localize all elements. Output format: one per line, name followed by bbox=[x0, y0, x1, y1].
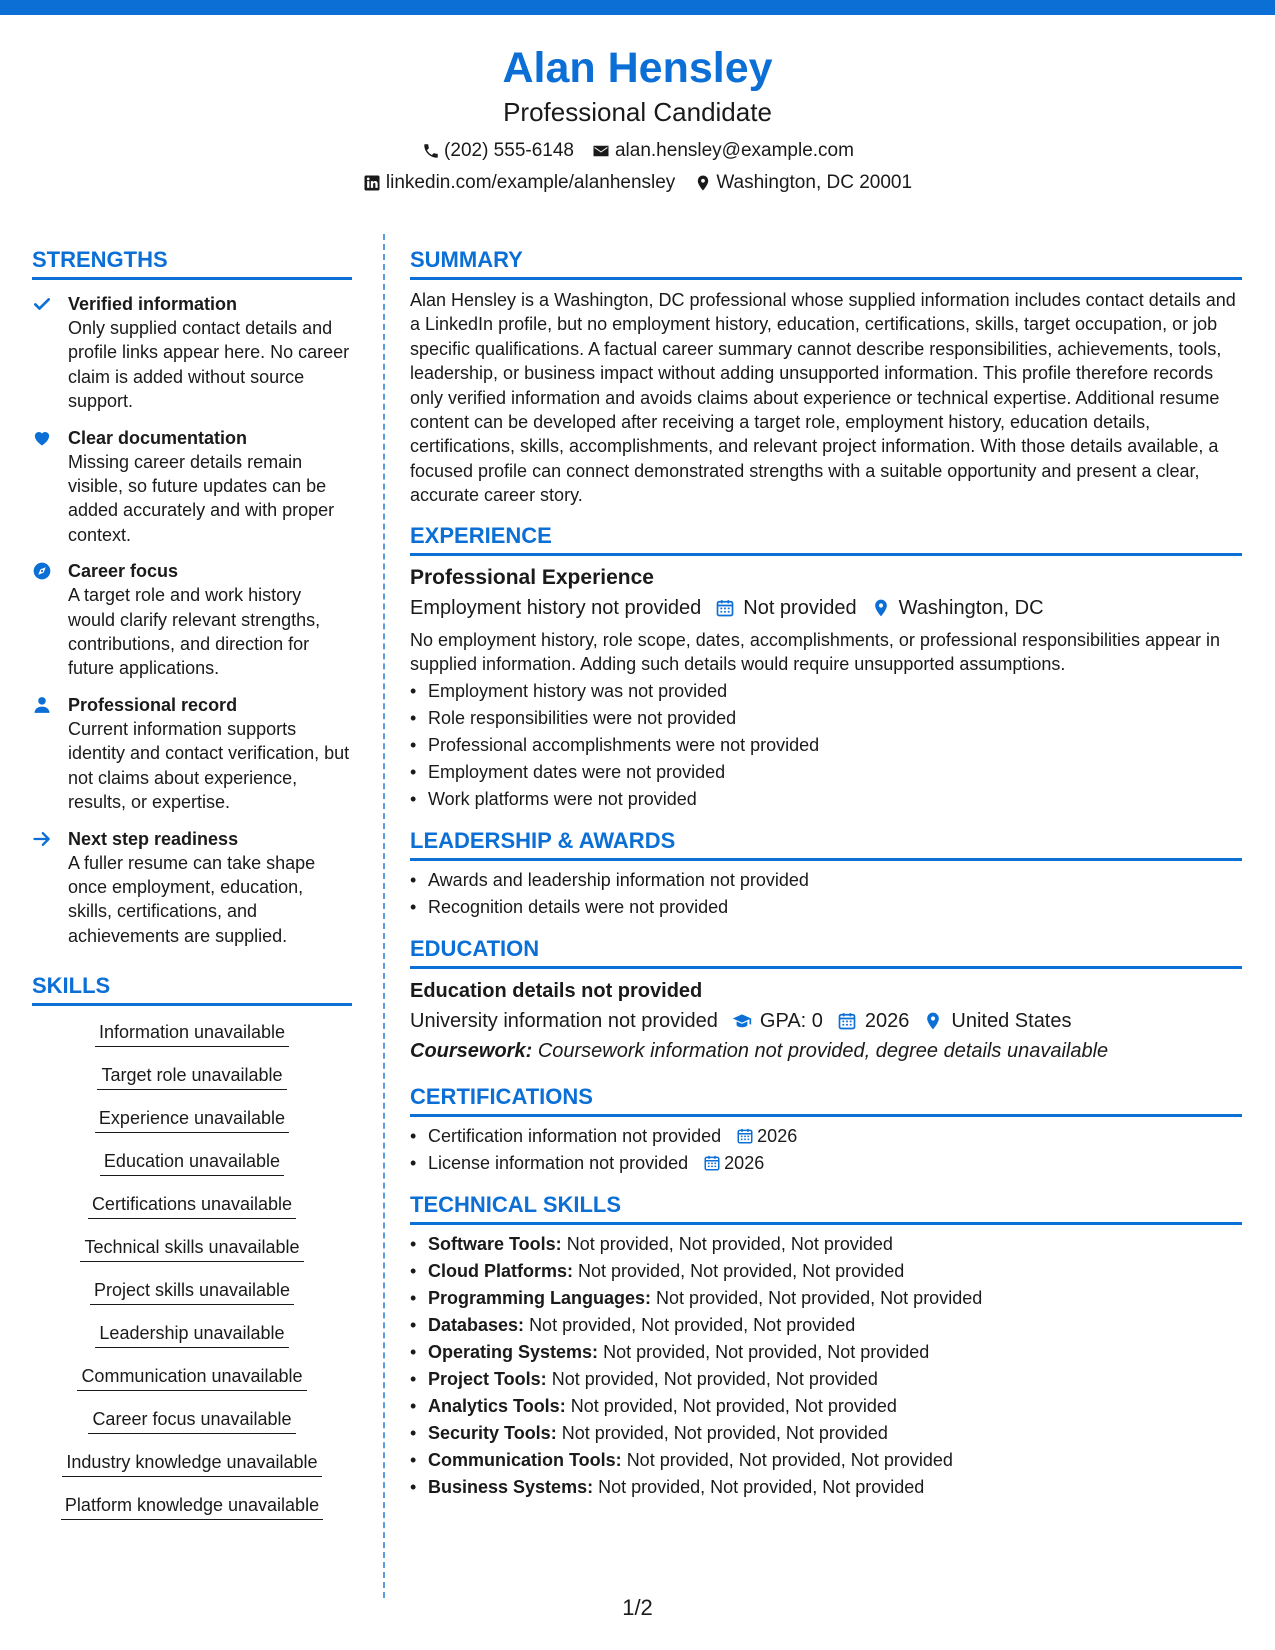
compass-icon bbox=[32, 559, 68, 681]
location-text: Washington, DC 20001 bbox=[716, 172, 913, 193]
linkedin-text: linkedin.com/example/alanhensley bbox=[385, 172, 676, 193]
email-text: alan.hensley@example.com bbox=[614, 140, 854, 161]
school-text: University information not provided bbox=[410, 1010, 718, 1033]
strength-title: Career focus bbox=[68, 561, 179, 582]
coursework-line bbox=[410, 1037, 1242, 1065]
left-column bbox=[32, 246, 352, 1536]
education-section bbox=[410, 935, 1242, 1065]
experience-bullets bbox=[410, 678, 1242, 813]
strength-desc: Only supplied contact details and profile links appear here. No career claim is added without source support. bbox=[68, 318, 350, 412]
skill-item: Communication unavailable bbox=[32, 1364, 352, 1391]
list-item: • Work platforms were not provided bbox=[410, 786, 1242, 813]
job-meta bbox=[410, 594, 1242, 622]
strength-title: Next step readiness bbox=[68, 828, 239, 849]
education-meta bbox=[410, 1007, 1242, 1035]
right-column bbox=[410, 246, 1242, 1501]
degree-title: Education details not provided bbox=[410, 980, 703, 1003]
check-icon bbox=[32, 292, 68, 414]
email-contact[interactable] bbox=[592, 138, 854, 164]
certifications-heading: CERTIFICATIONS bbox=[410, 1083, 1242, 1117]
education-heading: EDUCATION bbox=[410, 935, 1242, 969]
summary-text: Alan Hensley is a Washington, DC professional whose supplied information includes contact details and a LinkedIn profile, but no employment history, education, certifications, skills, target occupation, or job specific qualifications. A factual career summary cannot describe responsibilities, achievements, tools, leadership, or business impact without adding unsupported information. This profile therefore records only verified information and avoids claims about experience or technical expertise. Additional resume content can be developed after receiving a target role, employment history, education details, certifications, skills, accomplishments, and relevant project information. With those details available, a focused profile can connect demonstrated strengths with a suitable opportunity and present a clear, accurate career story. bbox=[410, 290, 1236, 506]
skill-item: Industry knowledge unavailable bbox=[32, 1450, 352, 1477]
heart-icon bbox=[32, 426, 68, 548]
leadership-section bbox=[410, 827, 1242, 921]
phone-text: (202) 555-6148 bbox=[444, 140, 574, 161]
candidate-title: Professional Candidate bbox=[503, 97, 772, 127]
list-item: • Software Tools: Not provided, Not provided, Not provided bbox=[410, 1231, 1242, 1258]
strength-desc: Missing career details remain visible, so future updates can be added accurately and with proper context. bbox=[68, 451, 335, 545]
skill-item: Target role unavailable bbox=[32, 1063, 352, 1090]
gpa-text: GPA: 0 bbox=[759, 1010, 823, 1033]
skill-item: Leadership unavailable bbox=[32, 1321, 352, 1348]
top-accent-bar bbox=[0, 0, 1275, 15]
list-item: • Project Tools: Not provided, Not provided, Not provided bbox=[410, 1366, 1242, 1393]
strength-item bbox=[32, 426, 352, 548]
job-location: Washington, DC bbox=[898, 596, 1044, 619]
list-item: • Security Tools: Not provided, Not provided, Not provided bbox=[410, 1420, 1242, 1447]
strength-desc: A target role and work history would clarify relevant strengths, contributions, and direction for future applications. bbox=[68, 585, 321, 679]
list-item: • Employment dates were not provided bbox=[410, 759, 1242, 786]
list-item: • Communication Tools: Not provided, Not provided, Not provided bbox=[410, 1447, 1242, 1474]
skill-item: Certifications unavailable bbox=[32, 1192, 352, 1219]
strength-desc: A fuller resume can take shape once employment, education, skills, certifications, and achievements are supplied. bbox=[68, 852, 316, 946]
list-item: • Business Systems: Not provided, Not provided, Not provided bbox=[410, 1474, 1242, 1501]
map-pin-icon bbox=[923, 1011, 943, 1031]
strength-title: Verified information bbox=[68, 294, 238, 314]
strength-item bbox=[32, 827, 352, 949]
list-item bbox=[410, 1123, 1242, 1150]
technical-skills-heading: TECHNICAL SKILLS bbox=[410, 1191, 1242, 1225]
education-location: United States bbox=[951, 1010, 1072, 1033]
calendar-icon bbox=[837, 1011, 857, 1031]
experience-section bbox=[410, 522, 1242, 814]
list-item: • Employment history was not provided bbox=[410, 678, 1242, 705]
skill-item: Career focus unavailable bbox=[32, 1407, 352, 1434]
list-item: • Cloud Platforms: Not provided, Not provided, Not provided bbox=[410, 1258, 1242, 1285]
calendar-icon bbox=[703, 1154, 721, 1172]
linkedin-icon bbox=[363, 174, 382, 193]
graduation-cap-icon bbox=[732, 1011, 752, 1031]
certification-year: 2026 bbox=[757, 1126, 798, 1147]
experience-heading: EXPERIENCE bbox=[410, 522, 1242, 556]
skill-list bbox=[32, 1020, 352, 1520]
phone-icon bbox=[421, 142, 440, 161]
certification-name: License information not provided bbox=[428, 1153, 689, 1174]
strength-title: Professional record bbox=[68, 694, 238, 715]
phone-contact[interactable] bbox=[421, 138, 574, 164]
envelope-icon bbox=[592, 142, 611, 161]
skill-item: Technical skills unavailable bbox=[32, 1235, 352, 1262]
strength-item bbox=[32, 693, 352, 815]
column-divider bbox=[383, 234, 385, 1598]
job-description: No employment history, role scope, dates, accomplishments, or professional responsibilities appear in supplied information. Adding such details would require unsupported assumptions. bbox=[410, 629, 1221, 675]
coursework-text: Coursework information not provided, degree details unavailable bbox=[537, 1040, 1109, 1063]
list-item: • Recognition details were not provided bbox=[410, 894, 1242, 921]
technical-skills-list bbox=[410, 1231, 1242, 1501]
strength-desc: Current information supports identity and contact verification, but not claims about experience, results, or expertise. bbox=[68, 718, 350, 813]
arrow-right-icon bbox=[32, 827, 68, 949]
certification-list bbox=[410, 1123, 1242, 1177]
user-icon bbox=[32, 693, 68, 815]
list-item: • Professional accomplishments were not provided bbox=[410, 732, 1242, 759]
strength-item bbox=[32, 559, 352, 681]
page-number: 1/2 bbox=[622, 1595, 653, 1620]
leadership-heading: LEADERSHIP & AWARDS bbox=[410, 827, 1242, 861]
graduation-year: 2026 bbox=[864, 1010, 910, 1033]
job-dates: Not provided bbox=[743, 596, 857, 619]
location-contact bbox=[693, 170, 912, 196]
resume-header bbox=[0, 42, 1275, 196]
coursework-label: Coursework: bbox=[410, 1040, 533, 1063]
map-pin-icon bbox=[871, 598, 891, 618]
list-item: • Operating Systems: Not provided, Not provided, Not provided bbox=[410, 1339, 1242, 1366]
calendar-icon bbox=[715, 598, 735, 618]
candidate-name: Alan Hensley bbox=[502, 44, 773, 92]
employer-text: Employment history not provided bbox=[410, 596, 702, 619]
list-item: • Programming Languages: Not provided, Not provided, Not provided bbox=[410, 1285, 1242, 1312]
summary-heading: SUMMARY bbox=[410, 246, 1242, 280]
skill-item: Education unavailable bbox=[32, 1149, 352, 1176]
list-item: • Role responsibilities were not provided bbox=[410, 705, 1242, 732]
certifications-section bbox=[410, 1083, 1242, 1177]
contact-row-primary bbox=[0, 138, 1275, 164]
certification-year: 2026 bbox=[724, 1153, 765, 1174]
contact-row-secondary bbox=[0, 170, 1275, 196]
strengths-heading: STRENGTHS bbox=[32, 246, 352, 280]
strength-item bbox=[32, 292, 352, 414]
list-item bbox=[410, 1150, 1242, 1177]
technical-skills-section bbox=[410, 1191, 1242, 1501]
skills-heading: SKILLS bbox=[32, 972, 352, 1006]
skill-item: Project skills unavailable bbox=[32, 1278, 352, 1305]
skill-item: Experience unavailable bbox=[32, 1106, 352, 1133]
linkedin-contact[interactable] bbox=[363, 170, 675, 196]
map-pin-icon bbox=[693, 174, 712, 193]
certification-name: Certification information not provided bbox=[428, 1126, 722, 1147]
skill-item: Information unavailable bbox=[32, 1020, 352, 1047]
list-item: • Analytics Tools: Not provided, Not provided, Not provided bbox=[410, 1393, 1242, 1420]
calendar-icon bbox=[736, 1127, 754, 1145]
list-item: • Databases: Not provided, Not provided, Not provided bbox=[410, 1312, 1242, 1339]
job-title: Professional Experience bbox=[410, 565, 654, 589]
strength-title: Clear documentation bbox=[68, 427, 248, 448]
skill-item: Platform knowledge unavailable bbox=[32, 1493, 352, 1520]
list-item: • Awards and leadership information not provided bbox=[410, 867, 1242, 894]
leadership-bullets bbox=[410, 867, 1242, 921]
